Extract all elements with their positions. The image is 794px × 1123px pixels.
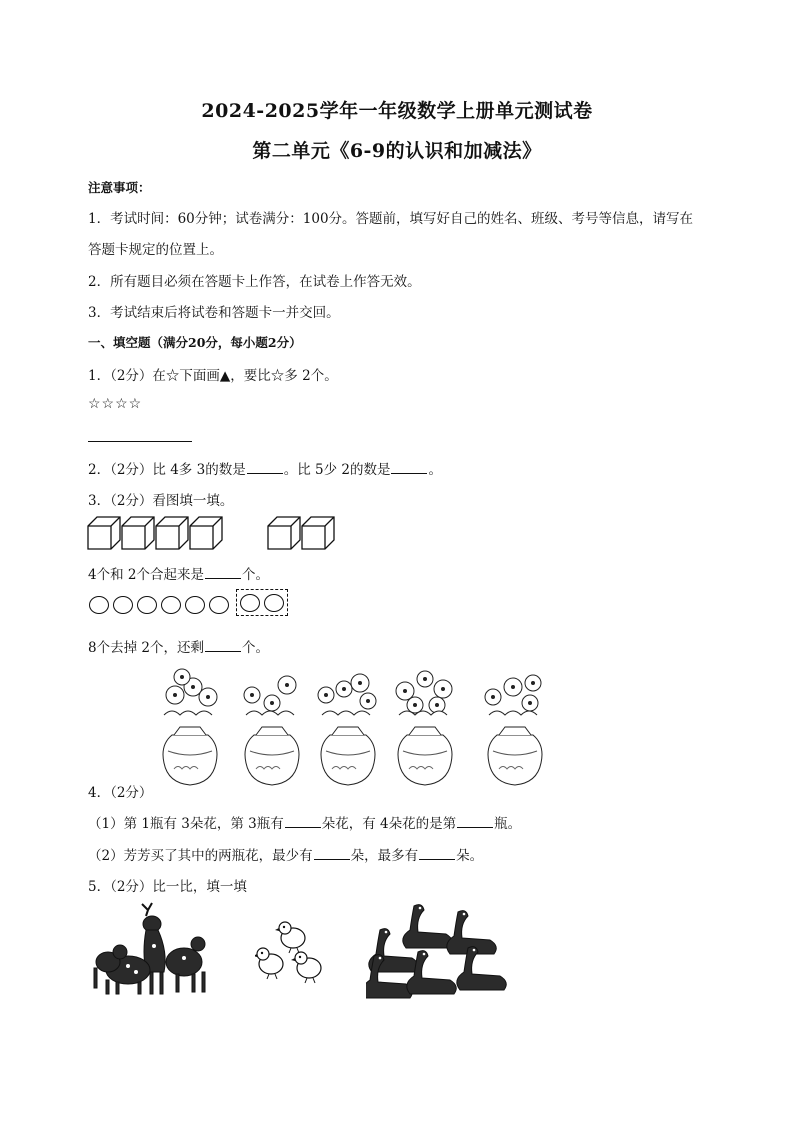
- q4s2-blank-1[interactable]: [314, 845, 350, 860]
- circle-icon: [209, 596, 229, 614]
- answer-line[interactable]: [88, 441, 192, 442]
- question-4-label: 4．（2分）: [88, 785, 153, 801]
- q3a-text-2: 个。: [241, 567, 269, 583]
- section-heading: 一、填空题（满分20分，每小题2分）: [88, 335, 302, 350]
- notice-item-3: 3．考试结束后将试卷和答题卡一并交回。: [88, 305, 340, 321]
- question-3-a: [88, 563, 269, 583]
- question-1: 1．（2分）在☆下面画▲，要比☆多 2个。: [88, 368, 338, 384]
- cube-icon: [267, 516, 301, 550]
- duck-group-icon: [366, 900, 522, 1000]
- q4s1-blank-2[interactable]: [457, 813, 493, 828]
- cube-icon: [189, 516, 223, 550]
- cube-icon: [121, 516, 155, 550]
- notice-heading: 注意事项：: [88, 180, 151, 195]
- circle-icon: [264, 594, 284, 612]
- q4s2-blank-2[interactable]: [419, 845, 455, 860]
- q4s2-text-2: 朵，最多有: [350, 848, 419, 864]
- flower-vase-icon: [308, 665, 388, 790]
- question-2: [88, 458, 442, 478]
- flower-vase-icon: [475, 665, 555, 790]
- cube-icon: [301, 516, 335, 550]
- unit-subtitle: 第二单元《6-9的认识和加减法》: [252, 140, 542, 162]
- circle-icon: [185, 596, 205, 614]
- question-3: 3．（2分）看图填一填。: [88, 493, 234, 509]
- question-5: 5．（2分）比一比，填一填: [88, 879, 247, 895]
- q3a-text-1: 4个和 2个合起来是: [88, 567, 204, 583]
- flower-vase-icon: [385, 665, 465, 790]
- q3a-blank[interactable]: [205, 564, 241, 579]
- star-row: ☆☆☆☆: [88, 396, 143, 412]
- notice-item-1-line-1: 1．考试时间：60分钟；试卷满分：100分。答题前，填写好自己的姓名、班级、考号等信息，请写在: [88, 211, 694, 227]
- q2-blank-1[interactable]: [247, 459, 283, 474]
- flower-vase-icon: [150, 665, 230, 790]
- q4s1-text-2: 朵花，有 4朵花的是第: [321, 816, 457, 832]
- circle-icon: [161, 596, 181, 614]
- q4s1-text-1: （1）第 1瓶有 3朵花，第 3瓶有: [88, 816, 284, 832]
- q2-text-2: 。比 5少 2的数是: [283, 462, 391, 478]
- q3b-text-2: 个。: [241, 640, 269, 656]
- notice-item-1-line-2: 答题卡规定的位置上。: [88, 242, 223, 258]
- q2-blank-2[interactable]: [391, 459, 427, 474]
- q4s2-text-1: （2）芳芳买了其中的两瓶花，最少有: [88, 848, 313, 864]
- question-4-part-1: [88, 812, 521, 832]
- cube-icon: [155, 516, 189, 550]
- q4s2-text-3: 朵。: [456, 848, 484, 864]
- chick-group-icon: [255, 920, 327, 988]
- q3b-blank[interactable]: [205, 637, 241, 652]
- flower-vase-icon: [232, 665, 312, 790]
- notice-item-2: 2．所有题目必须在答题卡上作答，在试卷上作答无效。: [88, 274, 421, 290]
- circle-icon: [137, 596, 157, 614]
- cube-icon: [87, 516, 121, 550]
- circle-icon: [113, 596, 133, 614]
- q2-text-1: 2．（2分）比 4多 3的数是: [88, 462, 246, 478]
- q4s1-blank-1[interactable]: [285, 813, 321, 828]
- q2-text-3: 。: [428, 462, 442, 478]
- q3b-text-1: 8个去掉 2个，还剩: [88, 640, 204, 656]
- exam-title: 2024-2025学年一年级数学上册单元测试卷: [201, 100, 593, 122]
- question-4-part-2: [88, 844, 483, 864]
- question-3-b: [88, 636, 269, 656]
- circle-icon: [89, 596, 109, 614]
- deer-group-icon: [88, 902, 218, 998]
- circle-icon: [240, 594, 260, 612]
- q4s1-text-3: 瓶。: [494, 816, 522, 832]
